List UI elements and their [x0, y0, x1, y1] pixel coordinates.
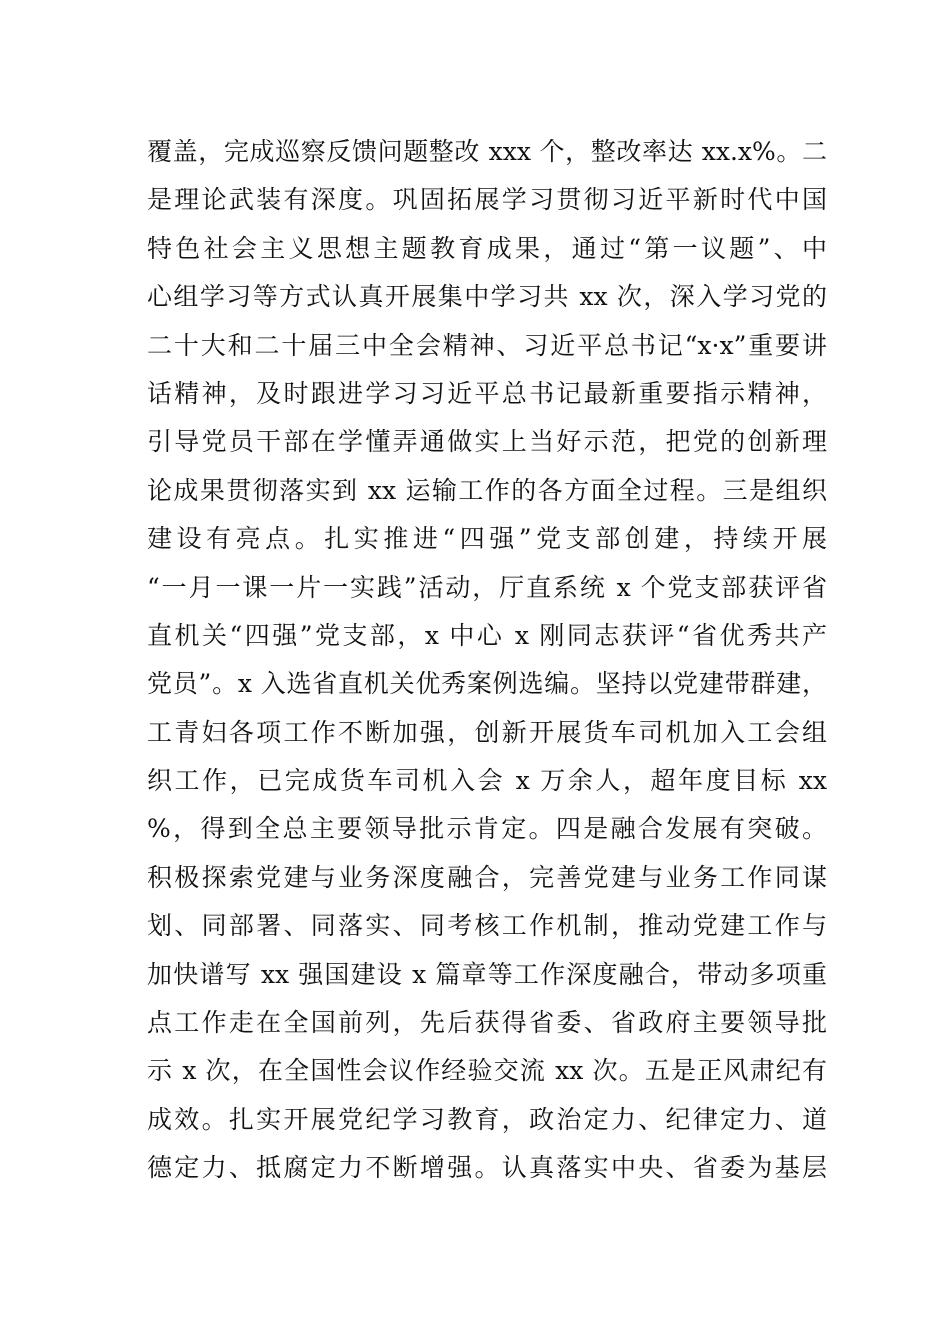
text-line: 论成果贯彻落实到 xx 运输工作的各方面全过程。三是组织: [147, 475, 827, 505]
text-line: 引导党员干部在学懂弄通做实上当好示范，把党的创新理: [147, 427, 827, 457]
text-line: 织工作，已完成货车司机入会 x 万余人，超年度目标 xx: [147, 766, 827, 796]
text-line: 是理论武装有深度。巩固拓展学习贯彻习近平新时代中国: [147, 185, 827, 215]
text-line: 德定力、抵腐定力不断增强。认真落实中央、省委为基层: [147, 1153, 827, 1183]
text-line: 覆盖，完成巡察反馈问题整改 xxx 个，整改率达 xx.x%。二: [147, 137, 827, 166]
text-line: 党员”。x 入选省直机关优秀案例选编。坚持以党建带群建，: [147, 669, 827, 699]
text-line: 工青妇各项工作不断加强，创新开展货车司机加入工会组: [147, 717, 827, 747]
text-line: 建设有亮点。扎实推进“四强”党支部创建，持续开展: [147, 524, 827, 554]
text-line: 心组学习等方式认真开展集中学习共 xx 次，深入学习党的: [147, 282, 827, 312]
text-line: 划、同部署、同落实、同考核工作机制，推动党建工作与: [147, 911, 827, 941]
text-line: 话精神，及时跟进学习习近平总书记最新重要指示精神，: [147, 378, 827, 408]
text-line: 加快谱写 xx 强国建设 x 篇章等工作深度融合，带动多项重: [147, 959, 827, 989]
body-text: [147, 128, 827, 1193]
text-line: 示 x 次，在全国性会议作经验交流 xx 次。五是正风肃纪有: [147, 1056, 827, 1086]
text-line: %，得到全总主要领导批示肯定。四是融合发展有突破。: [147, 814, 827, 844]
text-line: 直机关“四强”党支部，x 中心 x 刚同志获评“省优秀共产: [147, 620, 827, 650]
text-line: 特色社会主义思想主题教育成果，通过“第一议题”、中: [147, 233, 827, 263]
text-line: 点工作走在全国前列，先后获得省委、省政府主要领导批: [147, 1008, 827, 1038]
text-line: 成效。扎实开展党纪学习教育，政治定力、纪律定力、道: [147, 1104, 827, 1134]
text-line: 二十大和二十届三中全会精神、习近平总书记“x·x”重要讲: [147, 330, 827, 360]
text-line: “一月一课一片一实践”活动，厅直系统 x 个党支部获评省: [147, 572, 827, 602]
text-line: 积极探索党建与业务深度融合，完善党建与业务工作同谋: [147, 862, 827, 892]
